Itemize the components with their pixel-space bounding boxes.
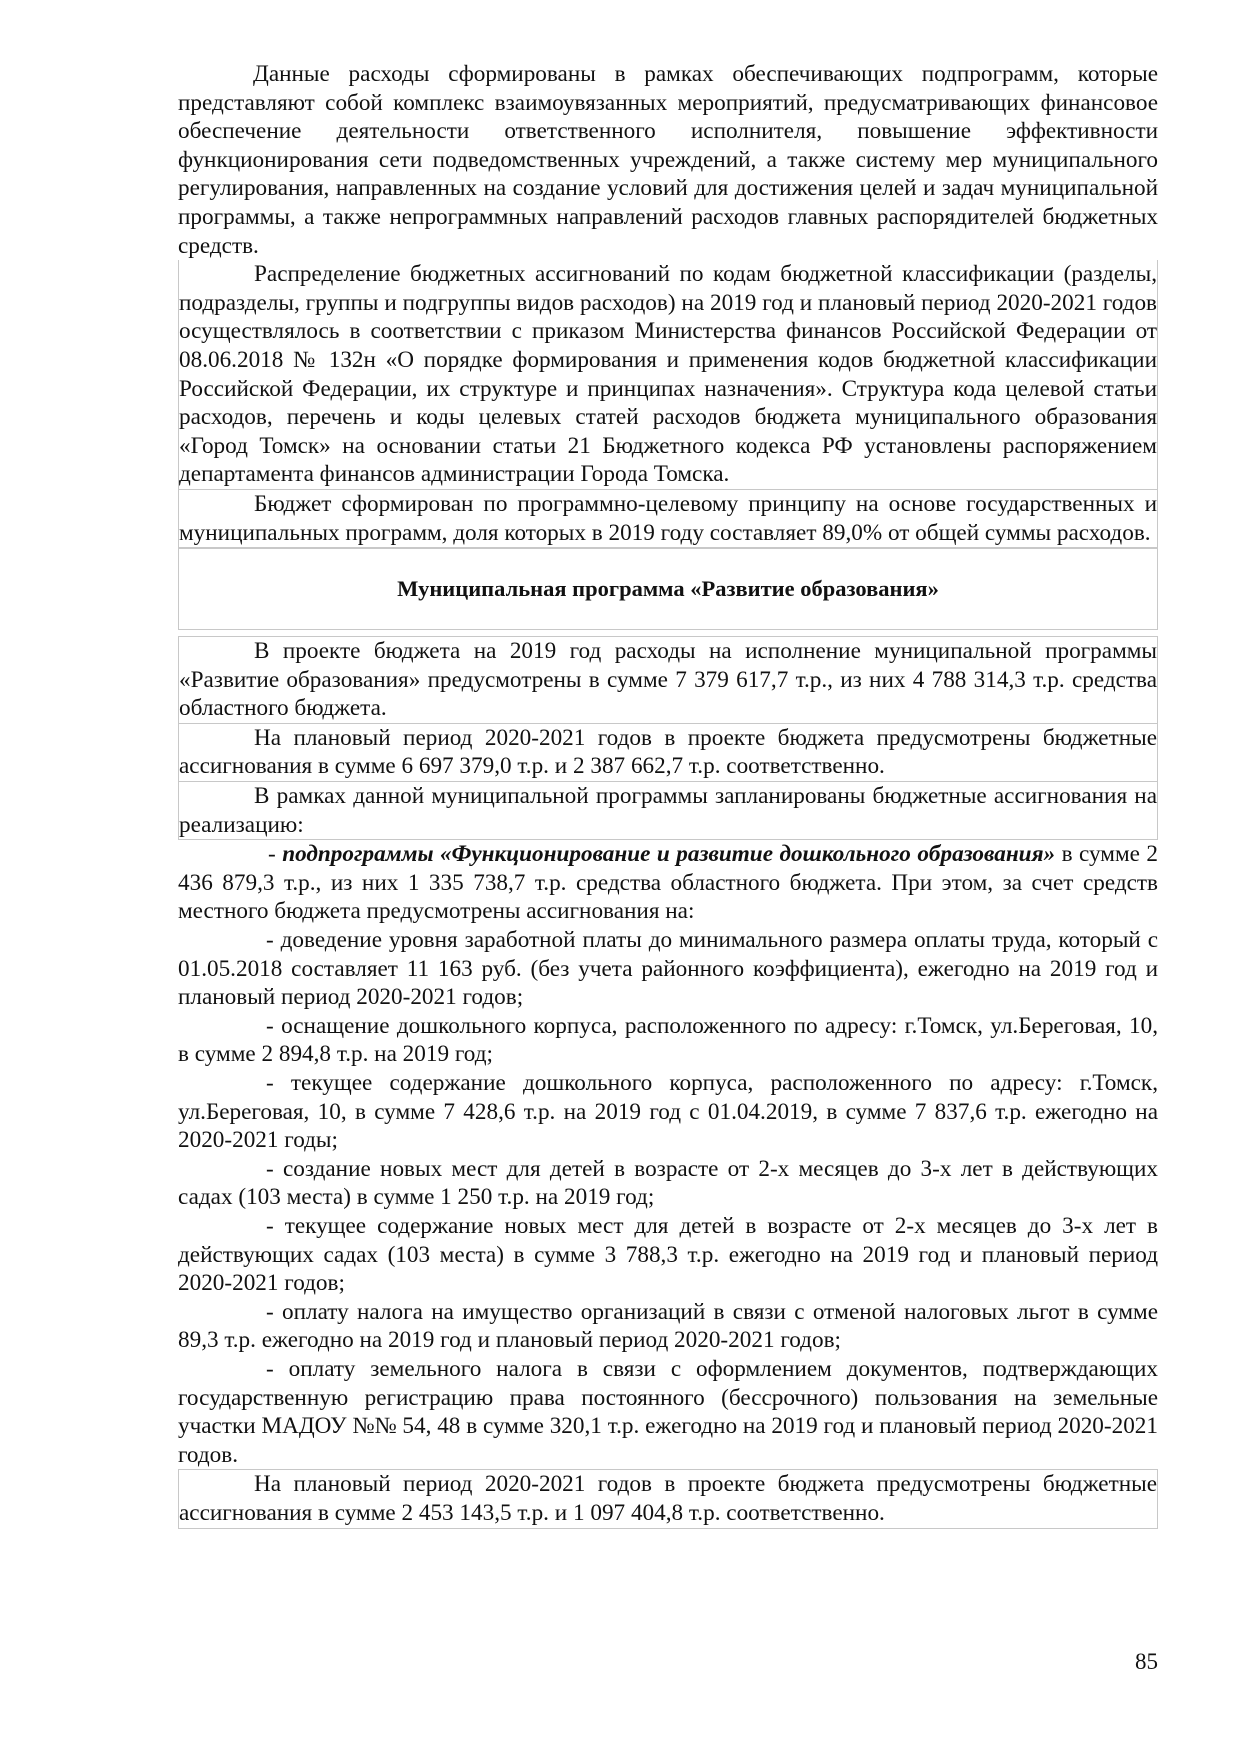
paragraph-subprogram (178, 840, 1158, 926)
paragraph-subprogram-planned: На плановый период 2020-2021 годов в проекте бюджета предусмотрены бюджетные ассигнования в сумме 2 453 143,5 т.р. и 1 097 404,8 т.р. соответственно. (179, 1471, 1157, 1526)
budget-classification-block (178, 260, 1158, 490)
list-item: - текущее содержание новых мест для детей в возрасте от 2-х месяцев до 3-х лет в действующих садах (103 места) в сумме 3 788,3 т.р. ежегодно на 2019 год и плановый период 2020-2021 годов; (178, 1212, 1158, 1297)
document-body (178, 60, 1158, 1529)
paragraph-program-total: В проекте бюджета на 2019 год расходы на исполнение муниципальной программы «Развитие образования» предусмотрены в сумме 7 379 617,7 т.р., из них 4 788 314,3 т.р. средства областного бюджета. (179, 638, 1157, 722)
page-number: 85 (1135, 1649, 1158, 1674)
list-item: - доведение уровня заработной платы до минимального размера оплаты труда, который с 01.05.2018 составляет 11 163 руб. (без учета районного коэффициента), ежегодно на 2019 год и плановый период 2020-2021 годов; (178, 927, 1158, 1011)
subprogram-title: подпрограммы «Функционирование и развитие дошкольного образования» (282, 841, 1056, 868)
paragraph-planned-period: На плановый период 2020-2021 годов в проекте бюджета предусмотрены бюджетные ассигнования в сумме 6 697 379,0 т.р. и 2 387 662,7 т.р. соответственно. (179, 724, 1157, 780)
list-item: - текущее содержание дошкольного корпуса, расположенного по адресу: г.Томск, ул.Береговая, 10, в сумме 7 428,6 т.р. на 2019 год с 01.04.2019, в сумме 7 837,6 т.р. ежегодно на 2020-2021 годы; (178, 1070, 1158, 1154)
list-item: - создание новых мест для детей в возрасте от 2-х месяцев до 3-х лет в действующих садах (103 места) в сумме 1 250 т.р. на 2019 год; (178, 1155, 1158, 1211)
allocations-intro-block (178, 782, 1158, 840)
subprogram-details: в сумме 2 436 879,3 т.р., из них 1 335 738,7 т.р. средства областного бюджета. При этом, за счет средств местного бюджета предусмотрены ассигнования на: (178, 841, 1158, 925)
section-heading: Муниципальная программа «Развитие образования» (397, 576, 939, 602)
paragraph-allocations-intro: В рамках данной муниципальной программы запланированы бюджетные ассигнования на реализацию: (179, 783, 1157, 838)
subprogram-dash: - (268, 841, 283, 868)
list-item: - оплату земельного налога в связи с оформлением документов, подтверждающих государственную регистрацию права постоянного (бессрочного) пользования на земельные участки МАДОУ №№ 54, 48 в сумме 320,1 т.р. ежегодно на 2019 год и плановый период 2020-2021 годов. (178, 1355, 1158, 1468)
program-total-block (178, 636, 1158, 724)
list-item: - оплату налога на имущество организаций в связи с отменой налоговых льгот в сумме 89,3 т.р. ежегодно на 2019 год и плановый период 2020-2021 годов; (178, 1298, 1158, 1354)
planned-period-block (178, 724, 1158, 782)
section-heading-box (178, 548, 1158, 630)
subprogram-planned-block (178, 1469, 1158, 1528)
paragraph-intro: Данные расходы сформированы в рамках обеспечивающих подпрограмм, которые представляют собой комплекс взаимоувязанных мероприятий, предусматривающих финансовое обеспечение деятельности ответственного исполнителя, повышение эффективности функционирования сети подведомственных учреждений, а также систему мер муниципального регулирования, направленных на создание условий для достижения целей и задач муниципальной программы, а также непрограммных направлений расходов главных распорядителей бюджетных средств. (178, 61, 1158, 259)
program-share-block (178, 490, 1158, 548)
paragraph-program-share: Бюджет сформирован по программно-целевому принципу на основе государственных и муниципальных программ, доля которых в 2019 году составляет 89,0% от общей суммы расходов. (179, 490, 1157, 546)
list-item: - оснащение дошкольного корпуса, расположенного по адресу: г.Томск, ул.Береговая, 10, в сумме 2 894,8 т.р. на 2019 год; (178, 1012, 1158, 1068)
paragraph-classification: Распределение бюджетных ассигнований по кодам бюджетной классификации (разделы, подразделы, группы и подгруппы видов расходов) на 2019 год и плановый период 2020-2021 годов осуществлялось в соответствии с приказом Министерства финансов Российской Федерации от 08.06.2018 № 132н «О порядке формирования и применения кодов бюджетной классификации Российской Федерации, их структуре и принципах назначения». Структура кода целевой статьи расходов, перечень и коды целевых статей расходов бюджета муниципального образования «Город Томск» на основании статьи 21 Бюджетного кодекса РФ установлены распоряжением департамента финансов администрации Города Томска. (179, 261, 1157, 488)
